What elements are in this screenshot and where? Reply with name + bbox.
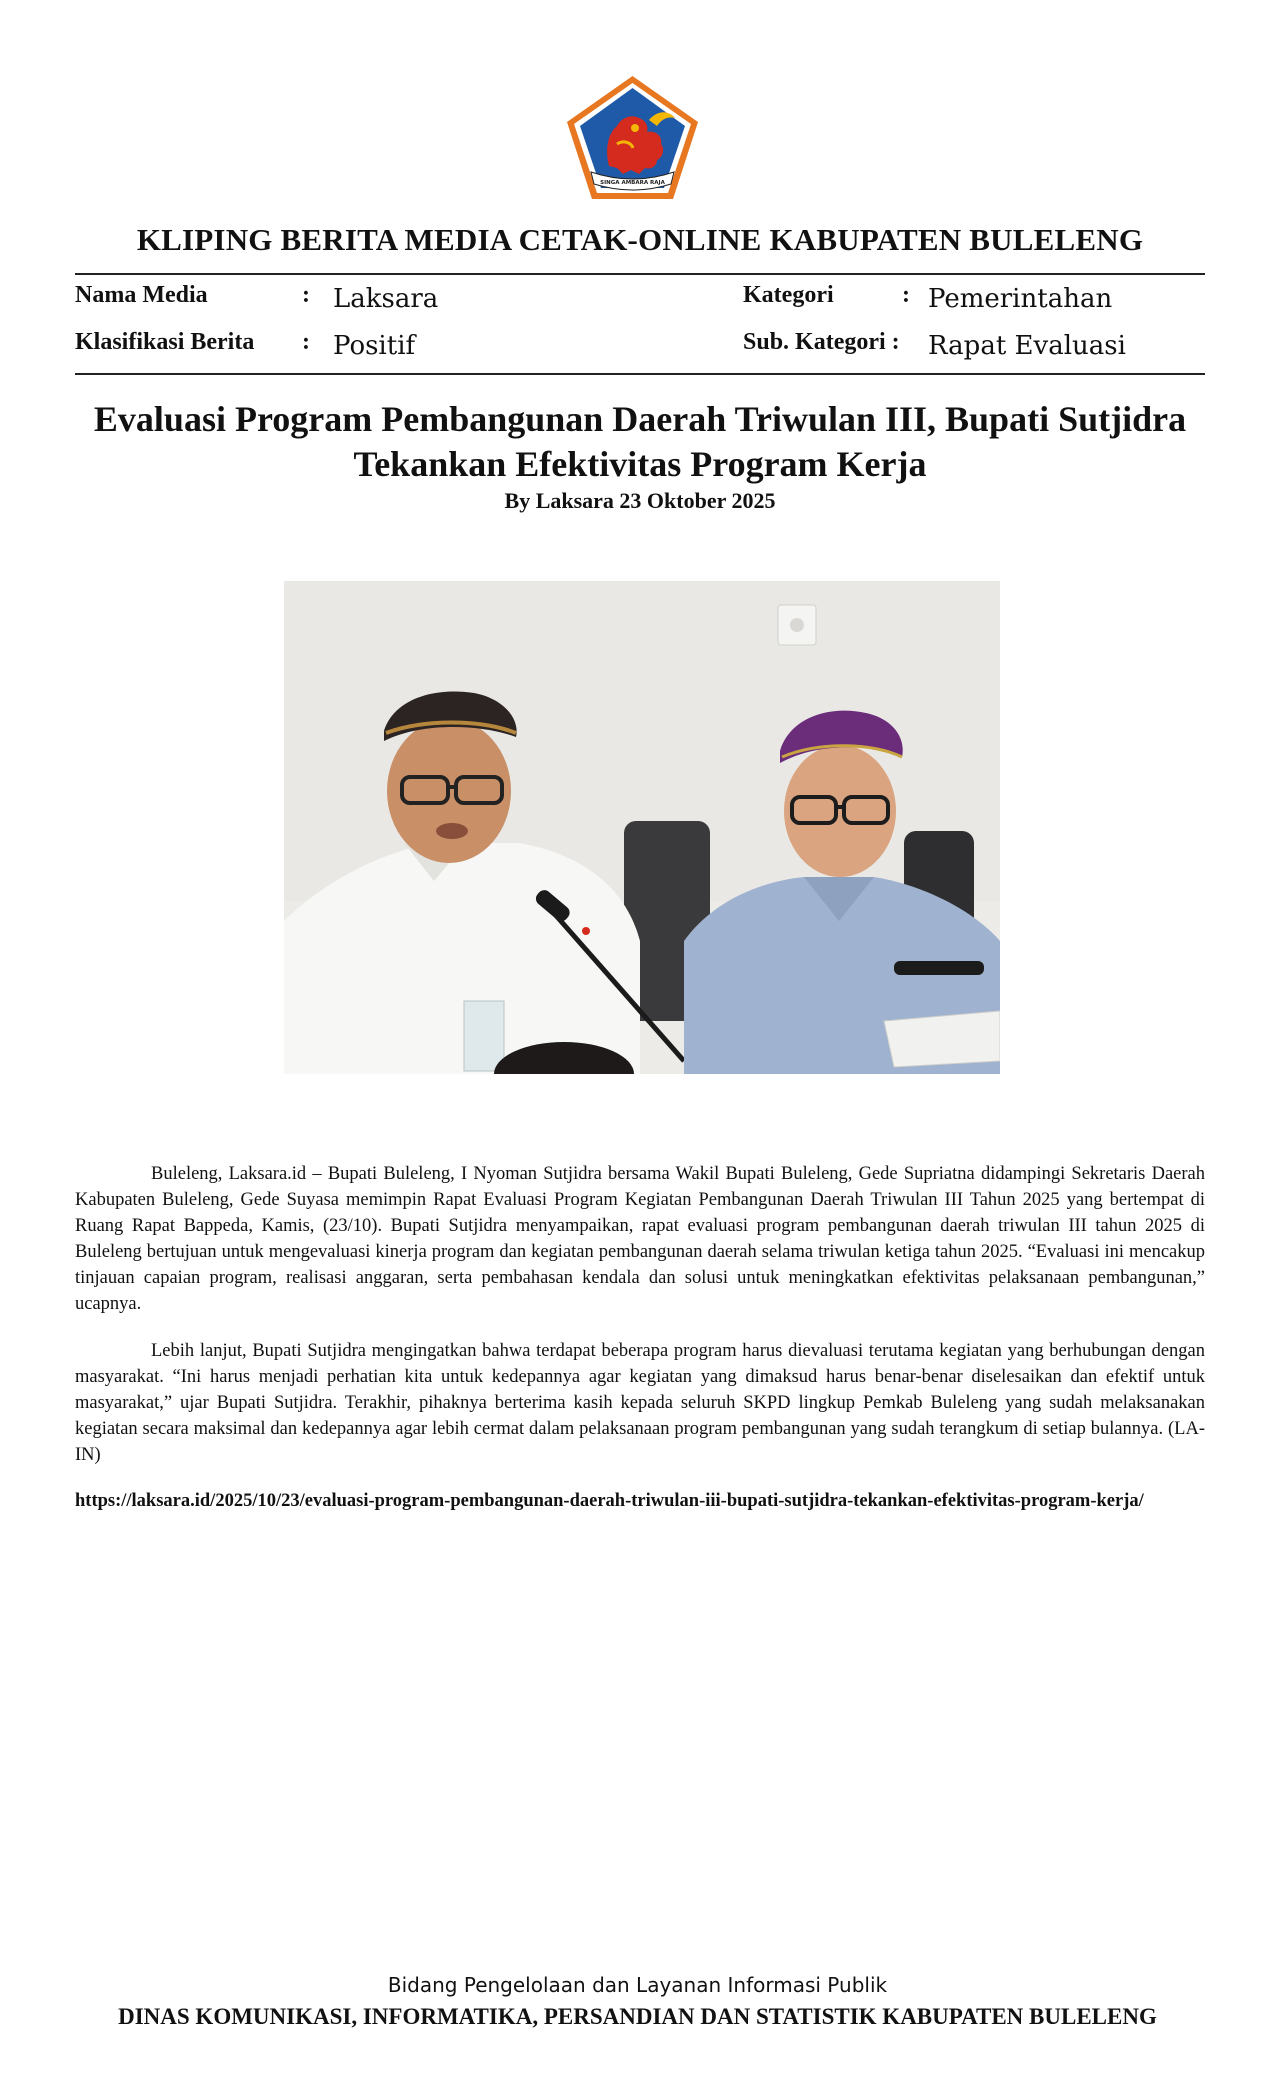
meta-nama-media-label: Nama Media: [75, 282, 208, 308]
meta-colon: :: [902, 282, 910, 308]
meta-sub-kategori-label: Sub. Kategori :: [743, 329, 900, 355]
article-paragraph-1: [75, 1161, 1205, 1317]
meta-nama-media-value: Laksara: [333, 284, 439, 314]
article-photo: [284, 581, 1000, 1074]
meta-colon: :: [302, 329, 310, 355]
article-byline: By Laksara 23 Oktober 2025: [504, 488, 776, 513]
meta-klasifikasi-label: Klasifikasi Berita: [75, 329, 255, 355]
article-title: Evaluasi Program Pembangunan Daerah Triwulan III, Bupati Sutjidra Tekankan Efektivitas Program Kerja: [93, 399, 1187, 484]
meta-colon: :: [302, 282, 310, 308]
clipping-header-title: KLIPING BERITA MEDIA CETAK-ONLINE KABUPATEN BULELENG: [136, 222, 1144, 257]
header-rule-top: [75, 273, 1205, 275]
meta-kategori-value: Pemerintahan: [928, 284, 1113, 314]
article-paragraph-1-text: Buleleng, Laksara.id – Bupati Buleleng, I Nyoman Sutjidra bersama Wakil Bupati Buleleng, Gede Supriatna didampingi Sekretaris Daerah Kabupaten Buleleng, Gede Suyasa memimpin Rapat Evaluasi Program Kegiatan Pembangunan Daerah Triwulan III Tahun 2025 yang bertempat di Ruang Rapat Bappeda, Kamis, (23/10). Bupati Sutjidra menyampaikan, rapat evaluasi program pembangunan daerah triwulan III tahun 2025 di Buleleng bertujuan untuk mengevaluasi kinerja program dan kegiatan pembangunan daerah selama triwulan ketiga tahun 2025. “Evaluasi ini mencakup tinjauan capaian program, realisasi anggaran, serta pembahasan kendala dan solusi untuk meningkatkan efektivitas pelaksanaan pembangunan,” ucapnya.: [75, 1164, 1205, 1314]
meta-sub-kategori-value: Rapat Evaluasi: [928, 331, 1126, 361]
buleleng-regency-logo: [565, 74, 700, 201]
header-rule-bottom: [75, 373, 1205, 375]
meta-klasifikasi-value: Positif: [333, 331, 416, 361]
footer-division: Bidang Pengelolaan dan Layanan Informasi Publik: [387, 1973, 888, 1997]
meta-kategori-label: Kategori: [743, 282, 834, 308]
article-source-url[interactable]: https://laksara.id/2025/10/23/evaluasi-program-pembangunan-daerah-triwulan-iii-bupati-sutjidra-tekankan-efektivitas-program-kerja/: [75, 1491, 1144, 1511]
footer-agency: DINAS KOMUNIKASI, INFORMATIKA, PERSANDIAN DAN STATISTIK KABUPATEN BULELENG: [118, 2004, 1157, 2029]
logo-motto: SINGA AMBARA RAJA: [600, 180, 665, 186]
article-paragraph-2-text: Lebih lanjut, Bupati Sutjidra mengingatkan bahwa terdapat beberapa program harus dievaluasi terutama kegiatan yang berhubungan dengan masyarakat. “Ini harus menjadi perhatian kita untuk kedepannya agar kegiatan yang dimaksud harus benar-benar diselesaikan dan efektif untuk masyarakat,” ujar Bupati Sutjidra. Terakhir, pihaknya berterima kasih kepada seluruh SKPD lingkup Pemkab Buleleng yang sudah melaksanakan kegiatan secara maksimal dan kedepannya agar lebih cermat dalam pelaksanaan program pembangunan yang sudah terangkum di setiap bulannya. (LA-IN): [75, 1341, 1205, 1465]
article-paragraph-2: [75, 1338, 1205, 1468]
